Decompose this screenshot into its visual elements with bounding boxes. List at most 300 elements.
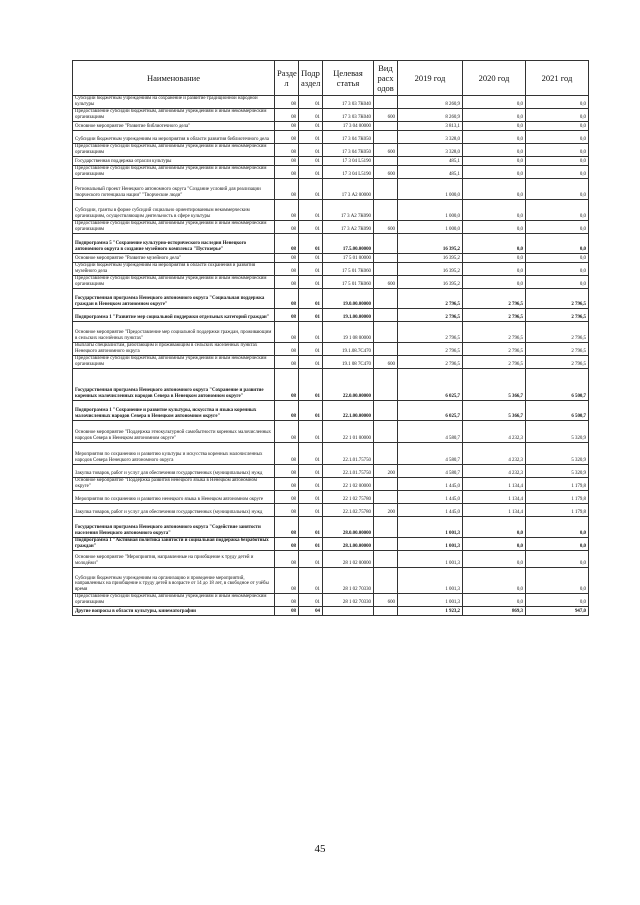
row-2021: 0,0	[526, 234, 589, 254]
row-expense-type: 200	[374, 465, 398, 478]
row-subsection: 01	[299, 263, 323, 276]
row-article: 17 3 04 L5190	[323, 157, 374, 166]
row-expense-type	[374, 179, 398, 200]
row-subsection: 01	[299, 465, 323, 478]
row-article: 17.5.00.00000	[323, 234, 374, 254]
row-subsection: 01	[299, 96, 323, 109]
table-row	[73, 443, 589, 465]
row-section: 08	[275, 289, 299, 309]
table-row	[73, 221, 589, 234]
row-subsection: 01	[299, 200, 323, 221]
row-expense-type	[374, 122, 398, 131]
row-expense-type: 600	[374, 221, 398, 234]
row-2020: 0,0	[463, 517, 526, 538]
row-name: Другие вопросы в области культуры, кинематографии	[73, 607, 275, 616]
row-name: Мероприятия по сохранению и развитию ненецкого языка в Ненецком автономном округе	[73, 491, 275, 504]
row-name: Региональный проект Ненецкого автономного округа "Создание условий для реализации творческого потенциала нации" "Творческие люди"	[73, 179, 275, 200]
row-2019: 2 796,5	[398, 309, 463, 322]
row-2019: 1 001,3	[398, 568, 463, 594]
row-article: 22.1.01.75750	[323, 443, 374, 465]
row-2019: 1 000,0	[398, 179, 463, 200]
row-subsection: 01	[299, 166, 323, 179]
row-2021: 0,0	[526, 157, 589, 166]
row-2020: 0,0	[463, 179, 526, 200]
row-article: 22.1.00.00000	[323, 401, 374, 421]
row-2021: 1 179,8	[526, 504, 589, 517]
row-expense-type	[374, 491, 398, 504]
row-section: 08	[275, 234, 299, 254]
row-name: Государственная программа Ненецкого автономного округа "Содействие занятости населения Ненецкого автономного округа"	[73, 517, 275, 538]
row-section: 08	[275, 538, 299, 551]
table-row	[73, 369, 589, 401]
row-name: Субсидии бюджетным учреждениям на организацию и проведение мероприятий, направленных на приобщение к труду детей в возрасте от 14 до 18 лет, в свободное от учёбы время	[73, 568, 275, 594]
row-expense-type	[374, 309, 398, 322]
row-section: 08	[275, 166, 299, 179]
row-subsection: 01	[299, 144, 323, 157]
row-expense-type: 600	[374, 594, 398, 607]
row-2021: 0,0	[526, 568, 589, 594]
row-name: Основное мероприятие "Мероприятия, направленные на приобщение к труду детей и молодёжи"	[73, 551, 275, 568]
row-2019: 6 025,7	[398, 401, 463, 421]
row-subsection: 01	[299, 221, 323, 234]
row-2020: 1 134,4	[463, 504, 526, 517]
row-2021: 0,0	[526, 200, 589, 221]
row-name: Подпрограмма 1 "Развитие мер социальной поддержки отдельных категорий граждан"	[73, 309, 275, 322]
row-2021: 947,0	[526, 607, 589, 616]
header-2021: 2021 год	[526, 61, 589, 96]
row-name: Подпрограмма 1 "Активная политика занятости и социальная поддержка безработных граждан"	[73, 538, 275, 551]
row-expense-type	[374, 443, 398, 465]
header-2019: 2019 год	[398, 61, 463, 96]
row-subsection: 01	[299, 504, 323, 517]
row-section: 08	[275, 122, 299, 131]
row-name: Основное мероприятие "Развитие музейного дела"	[73, 254, 275, 263]
row-2019: 16 395,2	[398, 263, 463, 276]
row-2019: 1 001,3	[398, 538, 463, 551]
table-row	[73, 607, 589, 616]
table-row	[73, 263, 589, 276]
row-section: 08	[275, 551, 299, 568]
row-section: 08	[275, 276, 299, 289]
row-article: 17 3 А2 00000	[323, 179, 374, 200]
table-row	[73, 538, 589, 551]
row-expense-type	[374, 322, 398, 343]
row-2019: 1 001,3	[398, 594, 463, 607]
row-2021: 2 796,5	[526, 309, 589, 322]
row-name: Предоставление субсидий бюджетным, автономным учреждениям и иным некоммерческим организациям	[73, 221, 275, 234]
table-row	[73, 517, 589, 538]
row-2021: 0,0	[526, 96, 589, 109]
row-2021: 0,0	[526, 254, 589, 263]
row-section: 08	[275, 356, 299, 369]
row-subsection: 01	[299, 179, 323, 200]
row-2020: 4 232,3	[463, 443, 526, 465]
row-2020: 0,0	[463, 538, 526, 551]
row-name: Субсидии, гранты в форме субсидий социально ориентированным некоммерческим организациям, осуществляющим деятельность в сфере культуры	[73, 200, 275, 221]
row-2021: 0,0	[526, 594, 589, 607]
row-name: Субсидии бюджетным учреждениям на мероприятия в области развития библиотечного дела	[73, 131, 275, 144]
table-row	[73, 166, 589, 179]
table-row	[73, 157, 589, 166]
row-2019: 2 796,5	[398, 289, 463, 309]
row-expense-type	[374, 551, 398, 568]
table-row	[73, 491, 589, 504]
row-article: 19.0.00.00000	[323, 289, 374, 309]
table-row	[73, 568, 589, 594]
row-expense-type	[374, 343, 398, 356]
row-expense-type	[374, 538, 398, 551]
row-2020: 0,0	[463, 200, 526, 221]
row-subsection: 01	[299, 276, 323, 289]
row-subsection: 01	[299, 594, 323, 607]
row-name: Основное мероприятие "Развитие библиотечного дела"	[73, 122, 275, 131]
table-row	[73, 254, 589, 263]
row-2020: 0,0	[463, 234, 526, 254]
row-2020: 0,0	[463, 221, 526, 234]
row-article: 17 3 А2 7К090	[323, 200, 374, 221]
row-section: 08	[275, 568, 299, 594]
row-name: Государственная программа Ненецкого автономного округа "Сохранение и развитие коренных малочисленных народов Севера в Ненецком автономном округе"	[73, 369, 275, 401]
row-2020: 0,0	[463, 131, 526, 144]
table-row	[73, 401, 589, 421]
row-2020: 1 134,4	[463, 491, 526, 504]
row-2020: 869,3	[463, 607, 526, 616]
row-section: 08	[275, 179, 299, 200]
row-article: 19.1.00.00000	[323, 309, 374, 322]
row-2021: 0,0	[526, 551, 589, 568]
row-2021: 0,0	[526, 538, 589, 551]
row-article: 19.1 08 7С470	[323, 356, 374, 369]
row-2019: 485,1	[398, 157, 463, 166]
row-2020: 2 796,5	[463, 322, 526, 343]
row-2020: 5 366,7	[463, 401, 526, 421]
header-expense-type: Вид расх одов	[374, 61, 398, 96]
row-article: 17 3 04 L5190	[323, 166, 374, 179]
row-section: 08	[275, 343, 299, 356]
row-subsection: 01	[299, 478, 323, 491]
row-2020: 0,0	[463, 276, 526, 289]
row-name: Предоставление субсидий бюджетным, автономным учреждениям и иным некоммерческим организациям	[73, 594, 275, 607]
row-article: 17 3 03 7К040	[323, 109, 374, 122]
row-2020: 0,0	[463, 568, 526, 594]
row-2020: 0,0	[463, 122, 526, 131]
row-2021: 2 796,5	[526, 322, 589, 343]
row-2020: 0,0	[463, 144, 526, 157]
row-2021: 0,0	[526, 517, 589, 538]
row-expense-type	[374, 607, 398, 616]
row-section: 08	[275, 401, 299, 421]
row-expense-type	[374, 478, 398, 491]
row-2021: 0,0	[526, 221, 589, 234]
row-subsection: 01	[299, 443, 323, 465]
row-article: 28 1 02 70330	[323, 594, 374, 607]
header-subsection: Подр аздел	[299, 61, 323, 96]
row-2019: 6 025,7	[398, 369, 463, 401]
row-2019: 4 580,7	[398, 465, 463, 478]
row-2019: 1 001,3	[398, 551, 463, 568]
row-2020: 4 232,3	[463, 465, 526, 478]
row-article	[323, 607, 374, 616]
row-name: Основное мероприятие "Поддержка развития ненецкого языка в Ненецком автономном округе"	[73, 478, 275, 491]
row-2021: 0,0	[526, 276, 589, 289]
row-section: 08	[275, 96, 299, 109]
row-section: 08	[275, 144, 299, 157]
row-2019: 2 796,5	[398, 356, 463, 369]
row-name: Закупка товаров, работ и услуг для обеспечения государственных (муниципальных) нужд	[73, 465, 275, 478]
row-section: 08	[275, 263, 299, 276]
row-2021: 2 796,5	[526, 356, 589, 369]
row-2021: 6 500,7	[526, 369, 589, 401]
row-expense-type	[374, 421, 398, 443]
row-2021: 0,0	[526, 122, 589, 131]
row-subsection: 01	[299, 568, 323, 594]
row-expense-type: 600	[374, 109, 398, 122]
row-subsection: 01	[299, 343, 323, 356]
row-2021: 0,0	[526, 131, 589, 144]
row-2020: 0,0	[463, 254, 526, 263]
row-expense-type: 600	[374, 276, 398, 289]
row-2019: 1 000,0	[398, 200, 463, 221]
row-2021: 0,0	[526, 166, 589, 179]
row-2021: 0,0	[526, 109, 589, 122]
row-section: 08	[275, 421, 299, 443]
header-name: Наименование	[73, 61, 275, 96]
table-row	[73, 594, 589, 607]
row-name: Предоставление субсидий бюджетным, автономным учреждениям и иным некоммерческим организациям	[73, 276, 275, 289]
row-subsection: 01	[299, 356, 323, 369]
row-2021: 0,0	[526, 263, 589, 276]
row-expense-type: 600	[374, 144, 398, 157]
row-2020: 1 134,4	[463, 478, 526, 491]
row-name: Закупка товаров, работ и услуг для обеспечения государственных (муниципальных) нужд	[73, 504, 275, 517]
row-article: 22.1.02.75780	[323, 504, 374, 517]
row-article: 17 3 А2 7К090	[323, 221, 374, 234]
row-expense-type	[374, 96, 398, 109]
row-name: Выплаты специалистам, работающим и проживающим в сельских населённых пунктах Ненецкого автономного округа	[73, 343, 275, 356]
row-2019: 4 580,7	[398, 421, 463, 443]
row-subsection: 01	[299, 122, 323, 131]
row-subsection: 01	[299, 538, 323, 551]
row-article: 22 1 01 00000	[323, 421, 374, 443]
row-2021: 0,0	[526, 144, 589, 157]
row-expense-type	[374, 234, 398, 254]
row-2019: 1 923,2	[398, 607, 463, 616]
row-2019: 1 001,3	[398, 517, 463, 538]
row-name: Государственная программа Ненецкого автономного округа "Социальная поддержка граждан в Ненецком автономном округе"	[73, 289, 275, 309]
row-2020: 0,0	[463, 157, 526, 166]
row-section: 08	[275, 309, 299, 322]
row-expense-type: 600	[374, 356, 398, 369]
row-2021: 6 500,7	[526, 401, 589, 421]
table-row	[73, 504, 589, 517]
table-row	[73, 200, 589, 221]
table-row	[73, 109, 589, 122]
table-row	[73, 478, 589, 491]
row-expense-type: 200	[374, 504, 398, 517]
row-article: 28 1 02 00000	[323, 551, 374, 568]
row-2021: 1 179,8	[526, 478, 589, 491]
row-2019: 8 260,9	[398, 96, 463, 109]
row-2019: 1 445,0	[398, 478, 463, 491]
row-article: 17 5 01 00000	[323, 254, 374, 263]
row-name: Предоставление субсидий бюджетным, автономным учреждениям и иным некоммерческим организациям	[73, 356, 275, 369]
table-row	[73, 343, 589, 356]
row-article: 17 5 01 7К060	[323, 276, 374, 289]
table-row	[73, 421, 589, 443]
row-subsection: 01	[299, 551, 323, 568]
table-row	[73, 322, 589, 343]
page-number: 45	[314, 843, 326, 855]
row-name: Подпрограмма 5 "Сохранение культурно-исторического наследия Ненецкого автономного округа в создание музейного комплекса "Пустозерье"	[73, 234, 275, 254]
table-body	[73, 96, 589, 616]
row-section: 08	[275, 322, 299, 343]
row-section: 08	[275, 221, 299, 234]
row-2020: 0,0	[463, 551, 526, 568]
row-2020: 4 232,3	[463, 421, 526, 443]
row-2019: 1 000,0	[398, 221, 463, 234]
row-subsection: 01	[299, 234, 323, 254]
row-name: Предоставление субсидий бюджетным, автономным учреждениям и иным некоммерческим организациям	[73, 144, 275, 157]
header-2020: 2020 год	[463, 61, 526, 96]
row-2019: 2 796,5	[398, 343, 463, 356]
row-expense-type	[374, 263, 398, 276]
row-article: 17 3 04 7К050	[323, 144, 374, 157]
row-section: 08	[275, 478, 299, 491]
row-2020: 2 796,5	[463, 343, 526, 356]
table-row	[73, 465, 589, 478]
header-article: Целевая статья	[323, 61, 374, 96]
header-section: Разде л	[275, 61, 299, 96]
row-2019: 4 580,7	[398, 443, 463, 465]
row-name: Государственная поддержка отрасли культуры	[73, 157, 275, 166]
row-name: Субсидии бюджетным учреждениям на сохранение и развитие традиционной народной культуры	[73, 96, 275, 109]
row-2021: 5 320,9	[526, 421, 589, 443]
row-name: Основное мероприятие "Предоставление мер социальной поддержки граждан, проживающим в сельских населённых пунктах"	[73, 322, 275, 343]
row-subsection: 01	[299, 421, 323, 443]
row-article: 19.1.08.7С470	[323, 343, 374, 356]
row-2020: 0,0	[463, 96, 526, 109]
table-row	[73, 234, 589, 254]
row-name: Основное мероприятие "Поддержка этнокультурной самобытности коренных малочисленных народов Севера в Ненецком автономном округе"	[73, 421, 275, 443]
budget-table	[72, 60, 589, 616]
row-expense-type	[374, 200, 398, 221]
row-2020: 0,0	[463, 263, 526, 276]
row-2020: 0,0	[463, 109, 526, 122]
row-2020: 5 366,7	[463, 369, 526, 401]
row-name: Подпрограмма 1 "Сохранение и развитие культуры, искусства и языка коренных малочисленных народов Севера в Ненецком автономном округе"	[73, 401, 275, 421]
row-name: Субсидии бюджетным учреждениям на мероприятия в области сохранения и развития музейного дела	[73, 263, 275, 276]
row-article: 17 3 04 7К050	[323, 131, 374, 144]
row-subsection: 01	[299, 157, 323, 166]
row-2021: 2 796,5	[526, 289, 589, 309]
row-2019: 1 445,0	[398, 504, 463, 517]
row-2021: 2 796,5	[526, 343, 589, 356]
row-2020: 2 796,5	[463, 309, 526, 322]
row-2021: 0,0	[526, 179, 589, 200]
row-expense-type	[374, 254, 398, 263]
row-2020: 2 796,5	[463, 356, 526, 369]
row-2019: 8 260,9	[398, 109, 463, 122]
row-2019: 16 395,2	[398, 276, 463, 289]
row-2019: 485,1	[398, 166, 463, 179]
row-section: 08	[275, 131, 299, 144]
row-article: 22 1 02 00000	[323, 478, 374, 491]
row-name: Мероприятия по сохранению и развитию культуры и искусства коренных малочисленных народов Севера Ненецкого автономного округа	[73, 443, 275, 465]
row-2019: 16 395,2	[398, 254, 463, 263]
row-subsection: 01	[299, 109, 323, 122]
table-row	[73, 309, 589, 322]
row-article: 22.0.00.00000	[323, 369, 374, 401]
row-2020: 0,0	[463, 594, 526, 607]
row-section: 08	[275, 157, 299, 166]
row-subsection: 01	[299, 289, 323, 309]
row-section: 08	[275, 517, 299, 538]
row-2019: 1 445,0	[398, 491, 463, 504]
row-2020: 0,0	[463, 166, 526, 179]
row-subsection: 01	[299, 131, 323, 144]
row-article: 19 1 08 00000	[323, 322, 374, 343]
row-2020: 2 796,5	[463, 289, 526, 309]
row-subsection: 01	[299, 254, 323, 263]
row-section: 08	[275, 254, 299, 263]
row-section: 08	[275, 443, 299, 465]
table-row	[73, 289, 589, 309]
row-article: 17 5 01 7К060	[323, 263, 374, 276]
table-row	[73, 356, 589, 369]
row-article: 28 1 02 70330	[323, 568, 374, 594]
row-2021: 5 320,9	[526, 443, 589, 465]
table-row	[73, 131, 589, 144]
row-2021: 1 179,8	[526, 491, 589, 504]
row-subsection: 01	[299, 322, 323, 343]
table-row	[73, 96, 589, 109]
row-expense-type	[374, 401, 398, 421]
table-row	[73, 122, 589, 131]
table-row	[73, 551, 589, 568]
row-article: 22.1.01.75750	[323, 465, 374, 478]
row-2021: 5 320,9	[526, 465, 589, 478]
row-section: 08	[275, 109, 299, 122]
row-expense-type	[374, 369, 398, 401]
table-header-row	[73, 61, 589, 96]
row-article: 17 3 04 00000	[323, 122, 374, 131]
row-subsection: 04	[299, 607, 323, 616]
row-section: 08	[275, 465, 299, 478]
row-subsection: 01	[299, 401, 323, 421]
row-2019: 3 328,0	[398, 144, 463, 157]
row-subsection: 01	[299, 369, 323, 401]
row-subsection: 01	[299, 517, 323, 538]
row-name: Предоставление субсидий бюджетным, автономным учреждениям и иным некоммерческим организациям	[73, 109, 275, 122]
row-article: 28.1.00.00000	[323, 538, 374, 551]
row-expense-type	[374, 289, 398, 309]
row-section: 08	[275, 491, 299, 504]
row-article: 17 3 03 7К040	[323, 96, 374, 109]
row-article: 22 1 02 75780	[323, 491, 374, 504]
row-expense-type	[374, 568, 398, 594]
row-section: 08	[275, 594, 299, 607]
row-section: 08	[275, 504, 299, 517]
row-article: 28.0.00.00000	[323, 517, 374, 538]
row-2019: 16 395,2	[398, 234, 463, 254]
row-subsection: 01	[299, 309, 323, 322]
row-name: Предоставление субсидий бюджетным, автономным учреждениям и иным некоммерческим организациям	[73, 166, 275, 179]
table-row	[73, 179, 589, 200]
row-expense-type: 600	[374, 166, 398, 179]
row-2019: 3 328,0	[398, 131, 463, 144]
row-expense-type	[374, 157, 398, 166]
row-section: 08	[275, 369, 299, 401]
